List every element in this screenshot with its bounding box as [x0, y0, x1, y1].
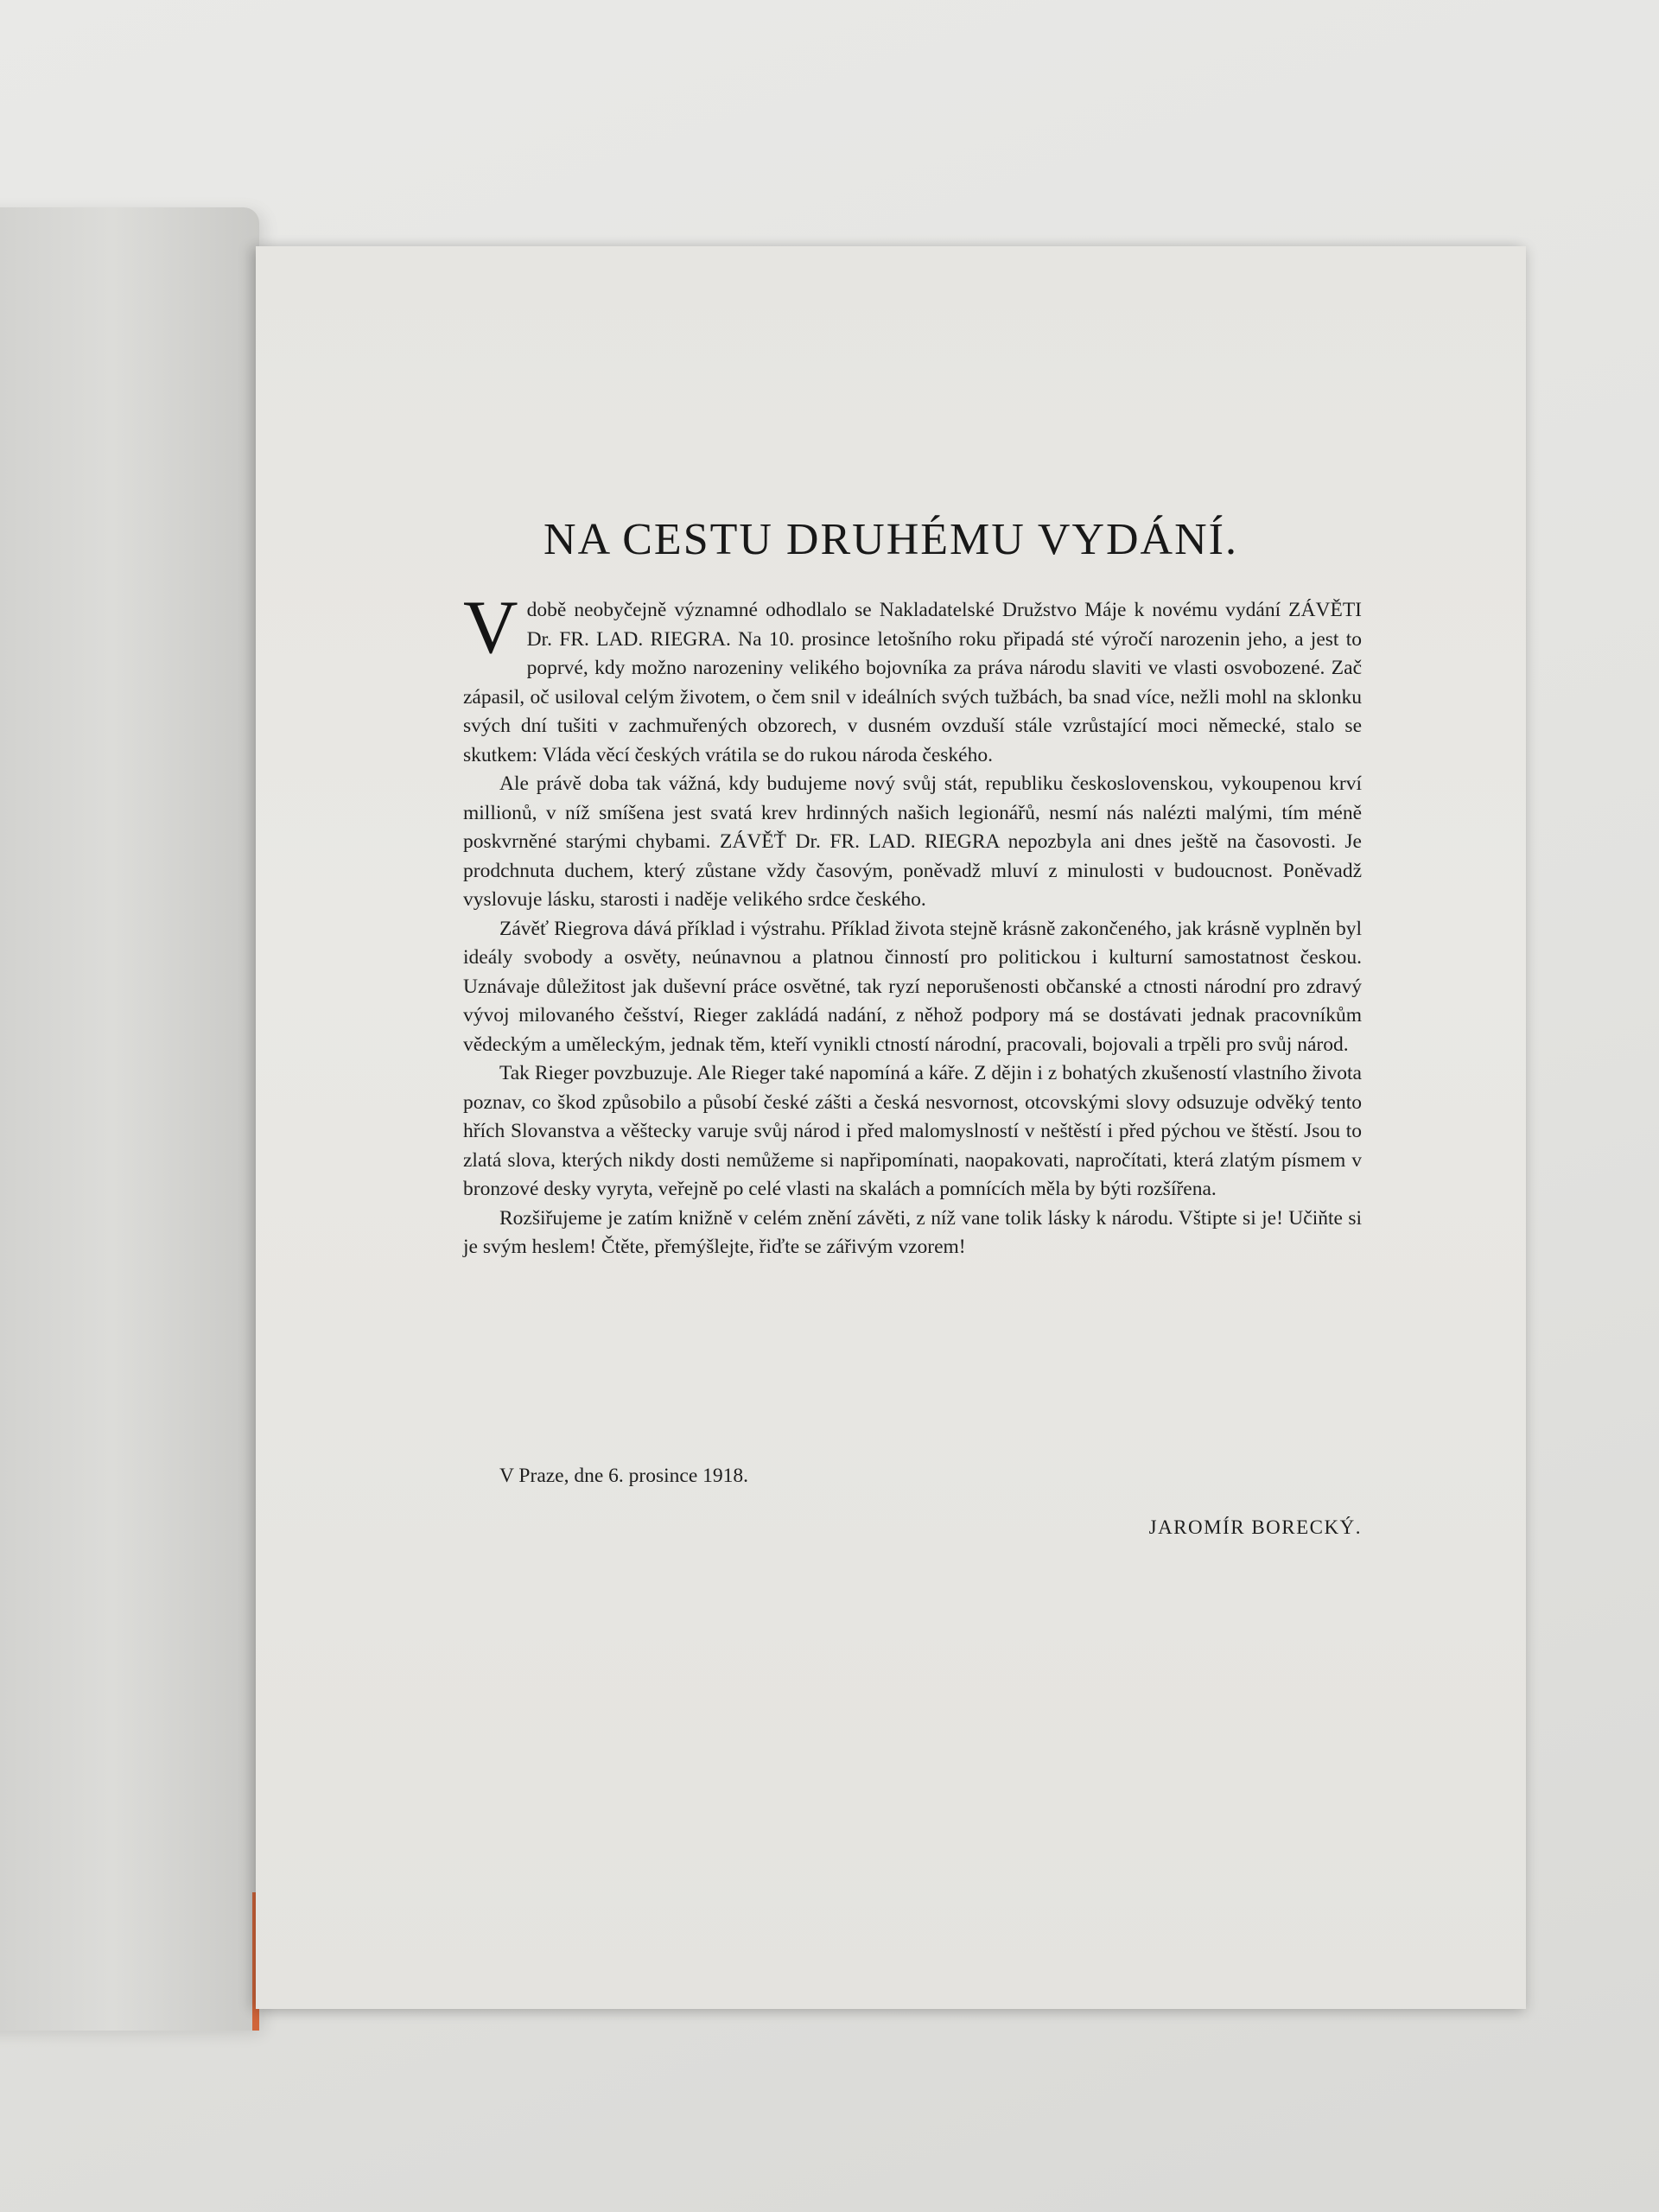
paragraph-2: Ale právě doba tak vážná, kdy budujeme nový svůj stát, republiku československou, vykoupenou krví millionů, v níž smíšena jest svatá krev hrdinných našich legionářů, nesmí nás nalézti malými, tím méně poskvrněné starými chybami. ZÁVĚŤ Dr. FR. LAD. RIEGRA nepozbyla ani dnes ještě na časovosti. Je prodchnuta duchem, který zůstane vždy časovým, poněvadž mluví z minulosti v budoucnost. Poněvadž vyslovuje lásku, starosti i naděje velikého srdce českého.: [463, 772, 1362, 911]
document-page: [256, 246, 1526, 2009]
signature: JAROMÍR BORECKÝ.: [1148, 1516, 1362, 1538]
date-line: V Praze, dne 6. prosince 1918.: [499, 1465, 749, 1487]
paragraph-1: [463, 586, 1362, 770]
page-title: NA CESTU DRUHÉMU VYDÁNÍ.: [543, 515, 1238, 564]
left-page: [0, 207, 259, 2031]
drop-cap: V: [463, 586, 518, 670]
paragraph-4: Tak Rieger povzbuzuje. Ale Rieger také napomíná a káře. Z dějin i z bohatých zkušeností vlastního života poznav, co škod způsobilo a působí české zášti a česká nesvornost, otcovskými slovy odsuzuje odvěký tento hřích Slovanstva a věštecky varuje svůj národ i před malomyslností v neštěstí i před pýchou ve štěstí. Jsou to zlatá slova, kterých nikdy dosti nemůžeme si napřipomínati, naopakovati, napročítati, která zlatým písmem v bronzové desky vyryta, veřejně po celé vlasti na skalách a pomnících měla by býti rozšířena.: [463, 1062, 1362, 1200]
paragraph-1-text: době neobyčejně významné odhodlalo se Nakladatelské Družstvo Máje k novému vydání ZÁVĚTI Dr. FR. LAD. RIEGRA. Na 10. prosince letošního roku připadá sté výročí narozenin jeho, a jest to poprvé, kdy možno narozeniny velikého bojovníka za práva národu slaviti ve vlasti osvobozené. Zač zápasil, oč usiloval celým životem, o čem snil v ideálních svých tužbách, ba snad více, nežli mohl na sklonku svých dní tušiti v zachmuřených obzorech, v dusném ovzduší stále vzrůstající moci německé, stalo se skutkem: Vláda věcí českých vrátila se do rukou národa českého.: [463, 599, 1362, 766]
document-body: [463, 586, 1362, 1262]
paragraph-5: Rozšiřujeme je zatím knižně v celém znění závěti, z níž vane tolik lásky k národu. Vštipte si je! Učiňte si je svým heslem! Čtěte, přemýšlejte, řiďte se zářivým vzorem!: [463, 1206, 1362, 1258]
paragraph-3: Závěť Riegrova dává příklad i výstrahu. Příklad života stejně krásně zakončeného, jak krásně vyplněn byl ideály svobody a osvěty, neúnavnou a platnou činností pro politickou i kulturní samostatnost českou. Uznávaje důležitost jak duševní práce osvětné, tak ryzí neporušenosti občanské a ctnosti národní pro zdravý vývoj milovaného češství, Rieger zakládá nadání, z něhož podpory má se dostávati jednak pracovníkům vědeckým a uměleckým, jednak těm, kteří vynikli ctností národní, pracovali, bojovali a trpěli pro svůj národ.: [463, 917, 1362, 1056]
